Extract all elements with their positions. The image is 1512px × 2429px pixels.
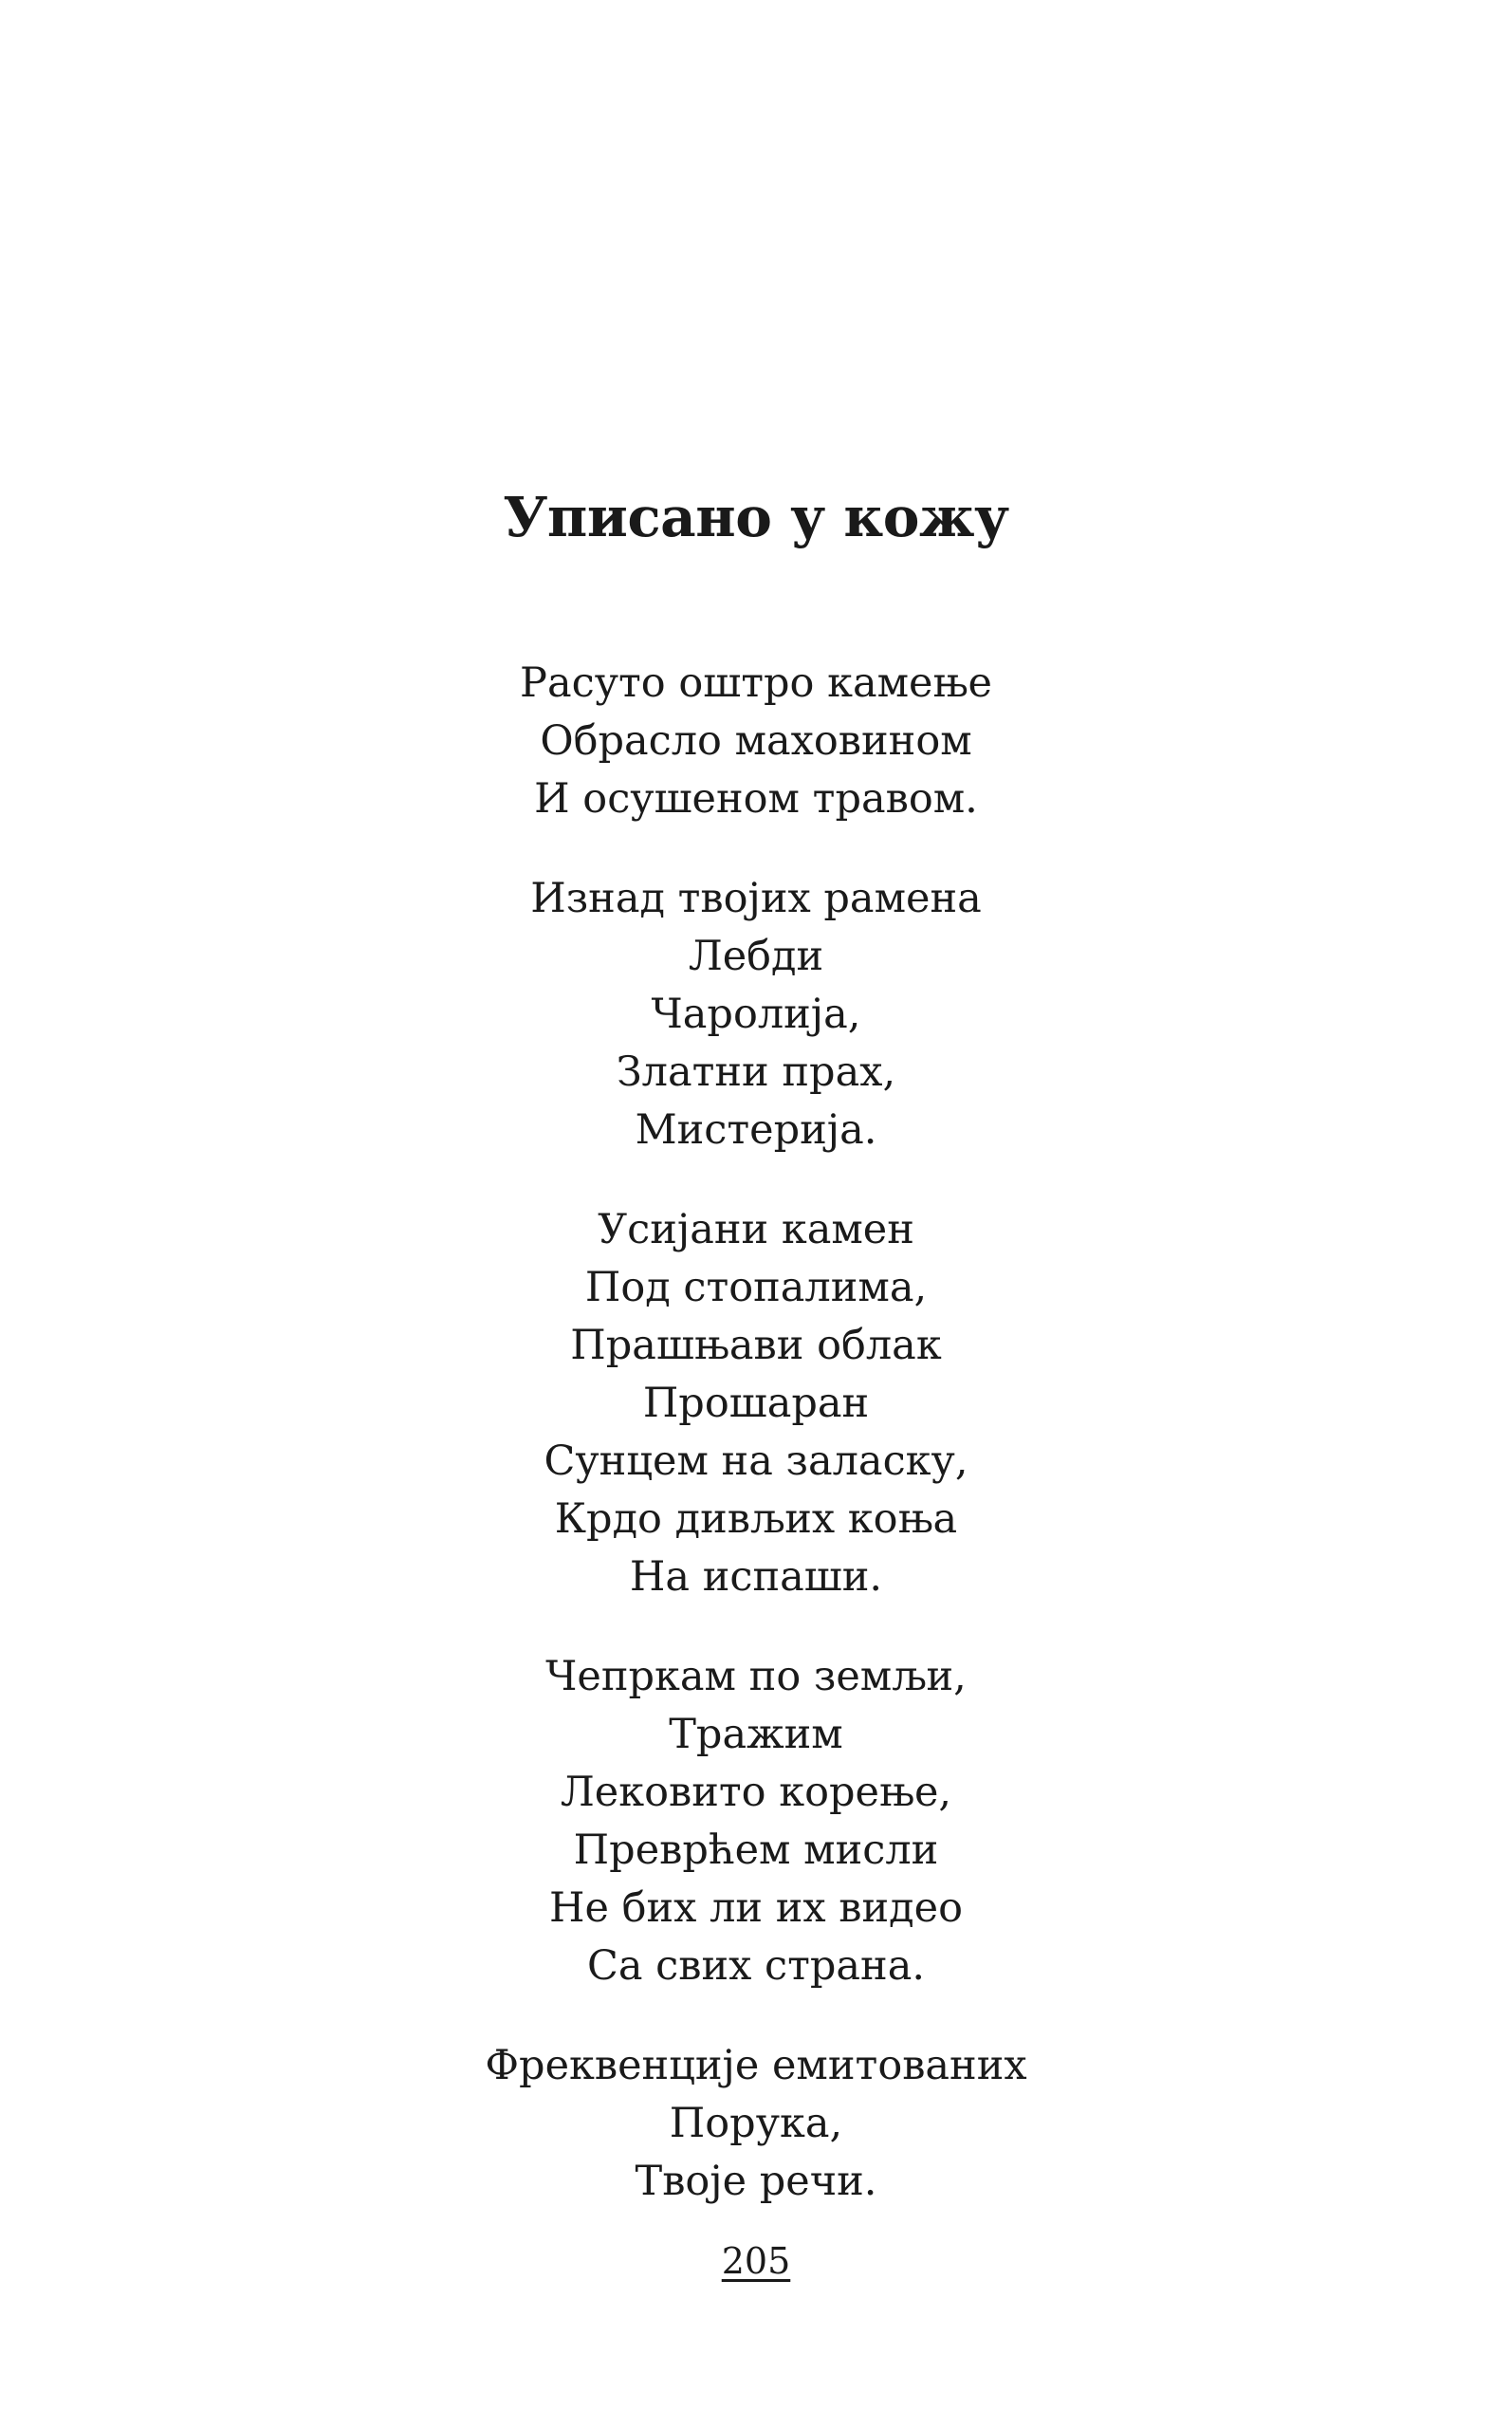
poem-line: Мистерија. bbox=[635, 1106, 877, 1154]
poem-line: Не бих ли их видео bbox=[549, 1884, 963, 1932]
stanza-3 bbox=[0, 1201, 1512, 1606]
poem-line: Расуто оштро камење bbox=[520, 659, 992, 707]
poem-line: Чаролија, bbox=[651, 991, 861, 1038]
stanza-4 bbox=[0, 1648, 1512, 1995]
poem-line: Преврћем мисли bbox=[573, 1826, 939, 1874]
poem-line: Са свих страна. bbox=[586, 1942, 926, 1990]
poem-line: Крдо дивљих коња bbox=[554, 1495, 958, 1543]
poem-line: Твоје речи. bbox=[635, 2158, 877, 2205]
poem-line: Прошаран bbox=[642, 1380, 870, 1427]
stanza-2 bbox=[0, 870, 1512, 1159]
poem-line: Фреквенције емитованих bbox=[485, 2042, 1027, 2089]
poem-line: Под стопалима, bbox=[584, 1264, 928, 1311]
poem-title: Уписано у кожу bbox=[503, 485, 1009, 549]
poem-body bbox=[0, 655, 1512, 2253]
poem-line: Чепркам по земљи, bbox=[545, 1653, 967, 1700]
page-number-label: 205 bbox=[721, 2240, 791, 2282]
poem-line: Лековито корење, bbox=[560, 1769, 952, 1816]
poem-line: Лебди bbox=[688, 933, 824, 980]
poem-line: Усијани камен bbox=[598, 1206, 914, 1253]
poem-line: На испаши. bbox=[629, 1553, 883, 1601]
stanza-5 bbox=[0, 2037, 1512, 2211]
poem-line: Сунцем на заласку, bbox=[544, 1437, 968, 1485]
poem-line: Изнад твојих рамена bbox=[530, 875, 982, 922]
page-number bbox=[0, 2237, 1512, 2285]
poem-line: Тражим bbox=[669, 1711, 843, 1758]
poem-line: Златни прах, bbox=[616, 1048, 896, 1096]
poem-line: И осушеном травом. bbox=[534, 775, 978, 823]
poem-line: Обрасло маховином bbox=[540, 717, 972, 765]
poem-line: Прашњави облак bbox=[570, 1322, 942, 1369]
stanza-1 bbox=[0, 655, 1512, 828]
poem-line: Порука, bbox=[669, 2100, 843, 2147]
